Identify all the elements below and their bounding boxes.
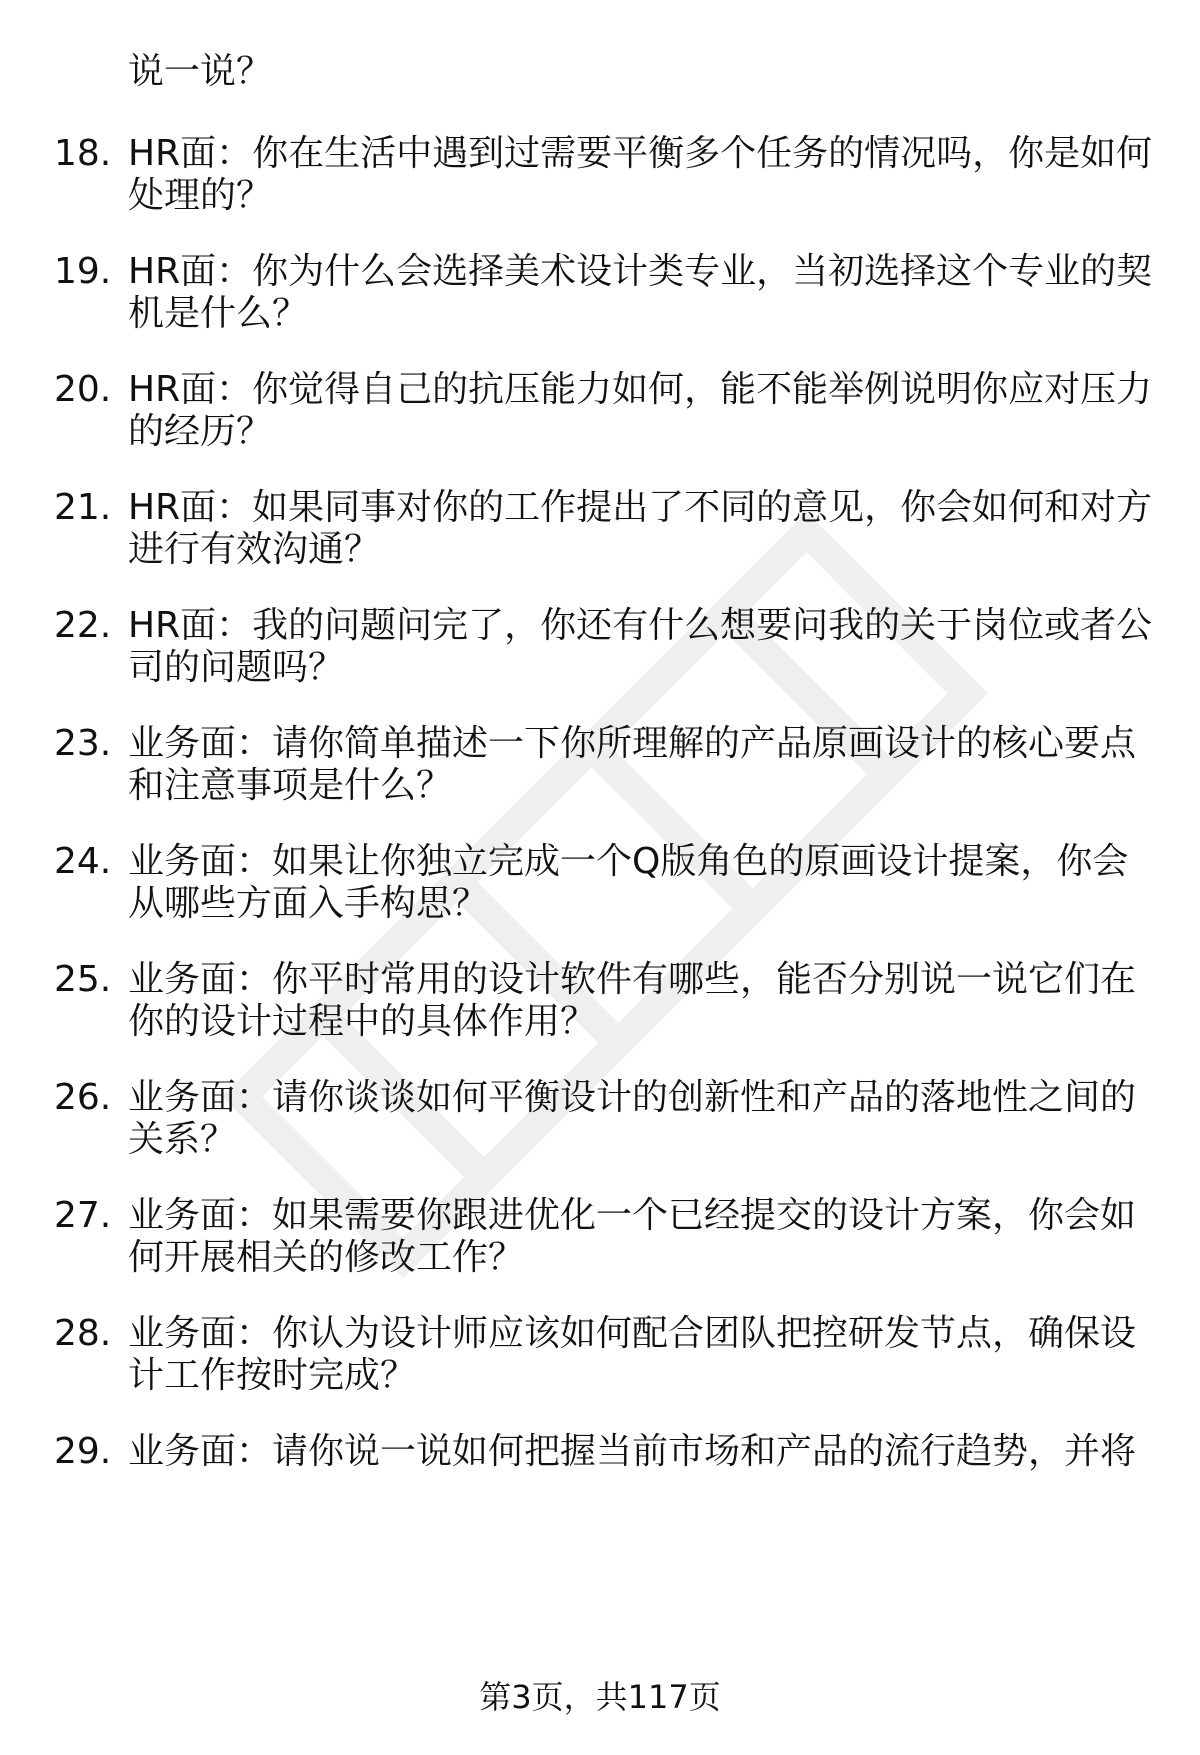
question-number: 18. <box>54 133 112 174</box>
question-text: HR面：你觉得自己的抗压能力如何，能不能举例说明你应对压力 <box>128 369 1153 410</box>
question-number: 29. <box>54 1431 112 1472</box>
question-text: HR面：你为什么会选择美术设计类专业，当初选择这个专业的契 <box>128 251 1153 292</box>
question-text: 何开展相关的修改工作？ <box>128 1237 525 1278</box>
question-number: 19. <box>54 251 112 292</box>
question-number: 27. <box>54 1195 112 1236</box>
question-text: 计工作按时完成？ <box>128 1355 417 1396</box>
question-number: 22. <box>54 605 112 646</box>
question-text: 业务面：如果需要你跟进优化一个已经提交的设计方案，你会如 <box>128 1195 1137 1236</box>
question-text: 业务面：你平时常用的设计软件有哪些，能否分别说一说它们在 <box>128 959 1137 1000</box>
question-text: 关系？ <box>128 1119 237 1160</box>
question-text: 业务面：请你谈谈如何平衡设计的创新性和产品的落地性之间的 <box>128 1077 1137 1118</box>
question-text: 司的问题吗？ <box>128 647 345 688</box>
question-text: HR面：我的问题问完了，你还有什么想要问我的关于岗位或者公 <box>128 605 1153 646</box>
page-footer: 第3页，共117页 <box>479 1678 721 1716</box>
question-number: 21. <box>54 487 112 528</box>
question-text: 业务面：如果让你独立完成一个Q版角色的原画设计提案，你会 <box>128 841 1129 882</box>
question-text: 机是什么？ <box>128 293 309 334</box>
question-text: 和注意事项是什么？ <box>128 765 453 806</box>
question-number: 20. <box>54 369 112 410</box>
question-text: HR面：如果同事对你的工作提出了不同的意见，你会如何和对方 <box>128 487 1153 528</box>
question-number: 25. <box>54 959 112 1000</box>
question-text: 业务面：请你说一说如何把握当前市场和产品的流行趋势，并将 <box>128 1431 1137 1472</box>
question-number: 28. <box>54 1313 112 1354</box>
question-text: HR面：你在生活中遇到过需要平衡多个任务的情况吗，你是如何 <box>128 133 1153 174</box>
question-text: 从哪些方面入手构思？ <box>128 883 489 924</box>
question-number: 23. <box>54 723 112 764</box>
question-text: 你的设计过程中的具体作用？ <box>128 1001 597 1042</box>
question-continuation: 说一说？ <box>128 51 273 92</box>
question-text: 处理的？ <box>128 175 273 216</box>
question-text: 业务面：请你简单描述一下你所理解的产品原画设计的核心要点 <box>128 723 1137 764</box>
question-text: 的经历？ <box>128 411 273 452</box>
question-text: 进行有效沟通？ <box>128 529 381 570</box>
question-text: 业务面：你认为设计师应该如何配合团队把控研发节点，确保设 <box>128 1313 1137 1354</box>
question-number: 24. <box>54 841 112 882</box>
question-number: 26. <box>54 1077 112 1118</box>
